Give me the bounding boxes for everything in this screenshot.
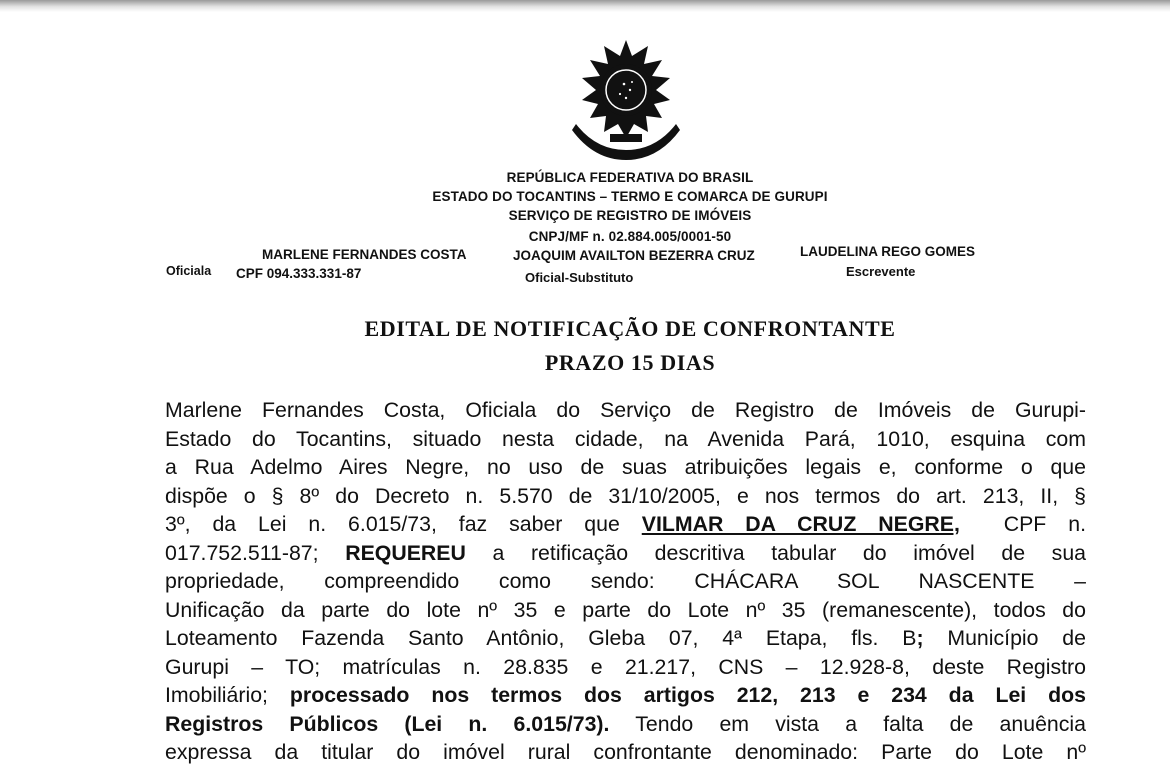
body-line: Estado do Tocantins, situado nesta cidade, na Avenida Pará, 1010, esquina com xyxy=(165,426,1086,451)
body-line: propriedade, compreendido como sendo: CHÁCARA SOL NASCENTE – xyxy=(165,569,1086,593)
body-line: expressa da titular do imóvel rural confrontante denominado: Parte do Lote nº xyxy=(165,740,1086,764)
requested-label: REQUEREU xyxy=(345,540,466,565)
body-text-run: Tendo em vista a falta de anuência xyxy=(635,711,1086,736)
bold-semicolon: ; xyxy=(916,626,924,650)
cnpj-heading: CNPJ/MF n. 02.884.005/0001-50 xyxy=(528,229,732,244)
registry-heading: SERVIÇO DE REGISTRO DE IMÓVEIS xyxy=(508,208,752,223)
edital-deadline: PRAZO 15 DIAS xyxy=(544,350,716,375)
notice-body xyxy=(165,396,1086,767)
body-text-run: 017.752.511-87; xyxy=(165,540,319,565)
state-heading: ESTADO DO TOCANTINS – TERMO E COMARCA DE GURUPI xyxy=(432,189,828,204)
signatory-center-role: Oficial-Substituto xyxy=(525,270,634,285)
body-line xyxy=(165,624,1086,653)
legal-basis: processado nos termos dos artigos 212, 213 e 234 da Lei dos xyxy=(289,683,1086,707)
edital-title: EDITAL DE NOTIFICAÇÃO DE CONFRONTANTE xyxy=(364,316,896,341)
body-text-run: Município de xyxy=(947,626,1086,650)
signatory-center-name: JOAQUIM AVAILTON BEZERRA CRUZ xyxy=(513,248,755,263)
body-line: dispõe o § 8º do Decreto n. 5.570 de 31/10/2005, e nos termos do art. 213, II, § xyxy=(165,483,1086,508)
signatory-right-name: LAUDELINA REGO GOMES xyxy=(800,244,976,259)
republic-heading: REPÚBLICA FEDERATIVA DO BRASIL xyxy=(506,170,754,185)
legal-basis: Registros Públicos (Lei n. 6.015/73). xyxy=(165,711,610,736)
body-text-run: Imobiliário; xyxy=(165,683,268,707)
body-text-run: a retificação descritiva tabular do imóvel de sua xyxy=(492,540,1086,565)
body-text-run: CPF n. xyxy=(1003,512,1086,536)
body-line: Unificação da parte do lote nº 35 e parte do Lote nº 35 (remanescente), todos do xyxy=(165,597,1086,622)
body-text-run: 3º, da Lei n. 6.015/73, faz saber que xyxy=(165,512,620,536)
signatory-right-role: Escrevente xyxy=(846,264,916,279)
body-line: a Rua Adelmo Aires Negre, no uso de suas atribuições legais e, conforme o que xyxy=(165,455,1086,479)
signatory-left-name: MARLENE FERNANDES COSTA xyxy=(262,247,467,262)
body-text-run: Loteamento Fazenda Santo Antônio, Gleba 07, 4ª Etapa, fls. B xyxy=(165,626,917,650)
body-line xyxy=(165,681,1086,710)
body-line xyxy=(165,539,1086,568)
signatory-left-cpf: CPF 094.333.331-87 xyxy=(236,266,362,281)
body-line xyxy=(165,510,1086,539)
body-line xyxy=(165,710,1086,739)
body-line: Marlene Fernandes Costa, Oficiala do Serviço de Registro de Imóveis de Gurupi- xyxy=(165,398,1086,422)
signatory-left-role: Oficiala xyxy=(166,264,212,278)
body-line: Gurupi – TO; matrículas n. 28.835 e 21.217, CNS – 12.928-8, deste Registro xyxy=(165,654,1086,679)
coat-of-arms-seal xyxy=(566,38,686,160)
requester-name: VILMAR DA CRUZ NEGRE, xyxy=(641,512,960,536)
